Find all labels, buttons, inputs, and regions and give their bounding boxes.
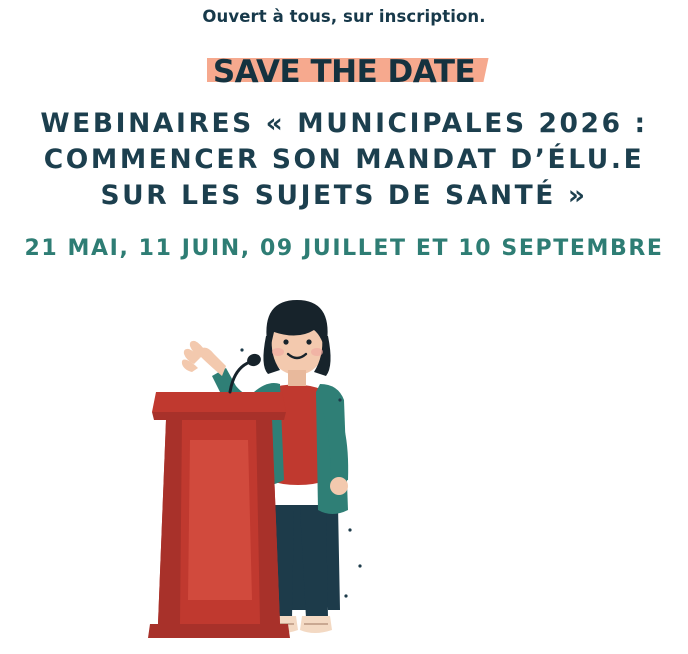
- speaker-at-podium-illustration: [0, 280, 688, 654]
- top-note: Ouvert à tous, sur inscription.: [202, 7, 486, 26]
- title-line-1: WEBINAIRES « MUNICIPALES 2026 :: [40, 108, 648, 139]
- save-the-date-label: SAVE THE DATE: [212, 54, 476, 90]
- event-dates: 21 MAI, 11 JUIN, 09 JUILLET ET 10 SEPTEMBRE: [24, 236, 664, 261]
- save-the-date-container: [0, 54, 688, 90]
- save-the-date-badge: [207, 54, 481, 90]
- page-title: [39, 106, 649, 214]
- title-line-2: COMMENCER SON MANDAT D’ÉLU.E: [43, 144, 645, 175]
- title-line-3: SUR LES SUJETS DE SANTÉ »: [100, 180, 588, 211]
